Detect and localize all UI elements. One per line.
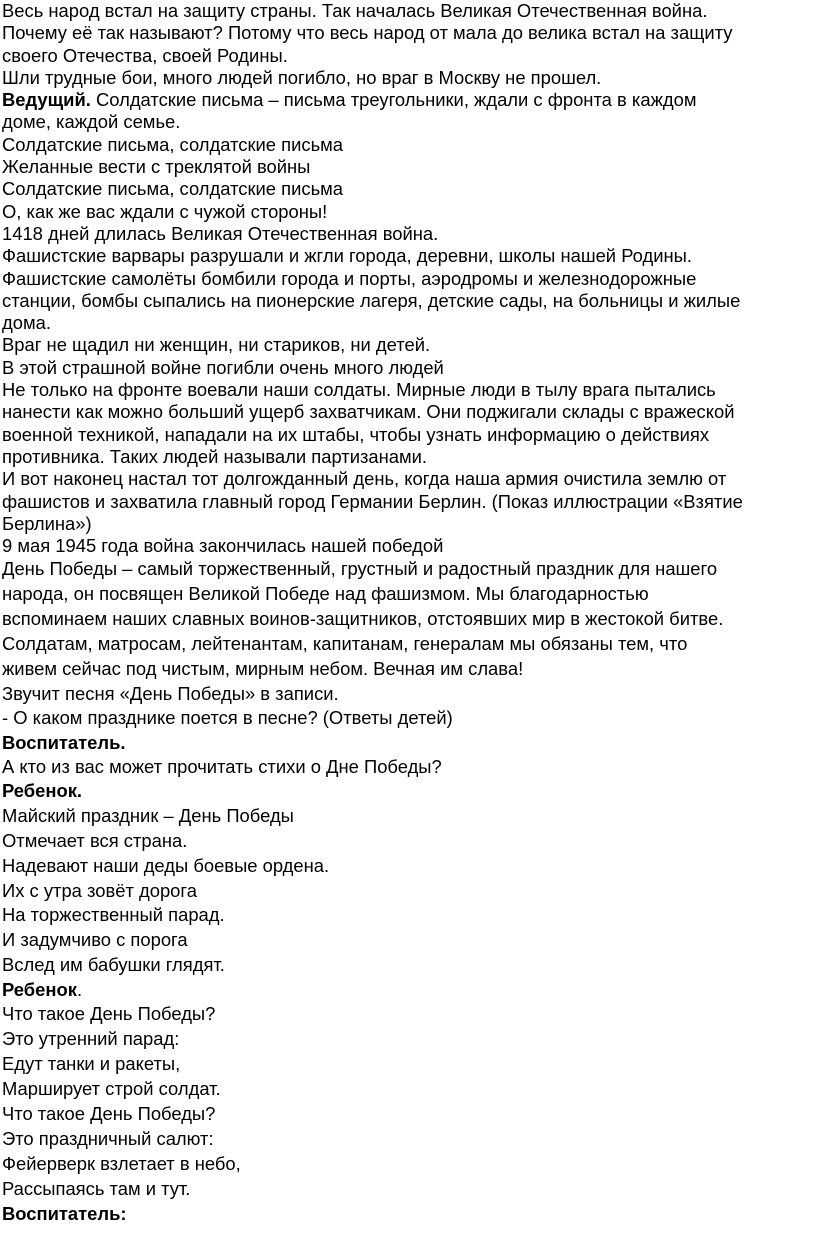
- poem-line: Это утренний парад:: [2, 1028, 180, 1050]
- text-line: День Победы – самый торжественный, грустный и радостный праздник для нашего: [2, 558, 718, 580]
- text-line: Солдатские письма, солдатские письма: [2, 178, 344, 200]
- poem-line: Надевают наши деды боевые ордена.: [2, 854, 330, 876]
- poem-line: Едут танки и ракеты,: [2, 1053, 181, 1075]
- document-page: [2, 0, 814, 1226]
- poem-line: Отмечает вся страна.: [2, 829, 188, 851]
- text-line: Берлина»): [2, 512, 92, 534]
- child-label-text: Ребенок: [2, 979, 77, 1001]
- text-line: нанести как можно больший ущерб захватчикам. Они поджигали склады с вражеской: [2, 401, 735, 423]
- poem-line: Рассыпаясь там и тут.: [2, 1177, 191, 1199]
- text-line: - О каком празднике поется в песне? (Ответы детей): [2, 707, 453, 729]
- text-line: доме, каждой семье.: [2, 111, 181, 133]
- poem-line: Фейерверк взлетает в небо,: [2, 1152, 241, 1174]
- text-line: противника. Таких людей называли партизанами.: [2, 445, 428, 467]
- text-line: 9 мая 1945 года война закончилась нашей победой: [2, 535, 444, 557]
- host-text: Солдатские письма – письма треугольники, ждали с фронта в каждом: [90, 89, 697, 111]
- text-line: вспоминаем наших славных воинов-защитников, отстоявших мир в жестокой битве.: [2, 608, 724, 630]
- teacher-label: [2, 731, 814, 755]
- text-line: В этой страшной войне погибли очень много людей: [2, 356, 444, 378]
- poem-line: На торжественный парад.: [2, 904, 225, 926]
- text-line: Желанные вести с треклятой войны: [2, 156, 311, 178]
- teacher-label-text: Воспитатель.: [2, 731, 126, 753]
- text-line: Солдатские письма, солдатские письма: [2, 133, 344, 155]
- text-line: Солдатам, матросам, лейтенантам, капитанам, генералам мы обязаны тем, что: [2, 633, 688, 655]
- text-line: народа, он посвящен Великой Победе над фашизмом. Мы благодарностью: [2, 583, 649, 605]
- poem-line: Их с утра зовёт дорога: [2, 879, 197, 901]
- child-label-text: Ребенок.: [2, 780, 83, 802]
- text-line: Весь народ встал на защиту страны. Так началась Великая Отечественная война.: [2, 0, 708, 21]
- text-line: живем сейчас под чистым, мирным небом. Вечная им слава!: [2, 657, 524, 679]
- text-line: Звучит песня «День Победы» в записи.: [2, 682, 339, 704]
- poem-line: Что такое День Победы?: [2, 1003, 216, 1025]
- text-line: Фашистские варвары разрушали и жгли города, деревни, школы нашей Родины.: [2, 245, 692, 267]
- host-label: Ведущий.: [2, 89, 91, 111]
- text-line: своего Отечества, своей Родины.: [2, 44, 288, 66]
- text-line: дома.: [2, 312, 51, 334]
- poem-line: Майский праздник – День Победы: [2, 804, 294, 826]
- text-line: Фашистские самолёты бомбили города и порты, аэродромы и железнодорожные: [2, 267, 697, 289]
- text-line: Враг не щадил ни женщин, ни стариков, ни детей.: [2, 334, 431, 356]
- poem-line: Что такое День Победы?: [2, 1103, 216, 1125]
- text-line: Почему её так называют? Потому что весь народ от мала до велика встал на защиту: [2, 22, 733, 44]
- text-line: 1418 дней длилась Великая Отечественная война.: [2, 222, 439, 244]
- text-line: И вот наконец настал тот долгожданный день, когда наша армия очистила землю от: [2, 468, 727, 490]
- teacher-question: А кто из вас может прочитать стихи о Дне Победы?: [2, 756, 442, 778]
- child-label: [2, 779, 814, 803]
- child-label: [2, 978, 814, 1002]
- text-line: Шли трудные бои, много людей погибло, но враг в Москву не прошел.: [2, 66, 602, 88]
- text-line: станции, бомбы сыпались на пионерские лагеря, детские сады, на больницы и жилые: [2, 289, 741, 311]
- text-line: военной техникой, нападали на их штабы, чтобы узнать информацию о действиях: [2, 423, 710, 445]
- host-line: [2, 89, 814, 111]
- teacher-label-text: Воспитатель:: [2, 1202, 127, 1224]
- text-line: фашистов и захватила главный город Германии Берлин. (Показ иллюстрации «Взятие: [2, 490, 743, 512]
- poem-line: Вслед им бабушки глядят.: [2, 954, 225, 976]
- text-line: О, как же вас ждали с чужой стороны!: [2, 200, 328, 222]
- poem-line: Марширует строй солдат.: [2, 1078, 221, 1100]
- child-label-suffix: .: [76, 979, 83, 1001]
- poem-line: И задумчиво с порога: [2, 929, 188, 951]
- text-line: Не только на фронте воевали наши солдаты. Мирные люди в тылу врага пытались: [2, 379, 716, 401]
- poem-line: Это праздничный салют:: [2, 1127, 214, 1149]
- teacher-label: [2, 1202, 814, 1226]
